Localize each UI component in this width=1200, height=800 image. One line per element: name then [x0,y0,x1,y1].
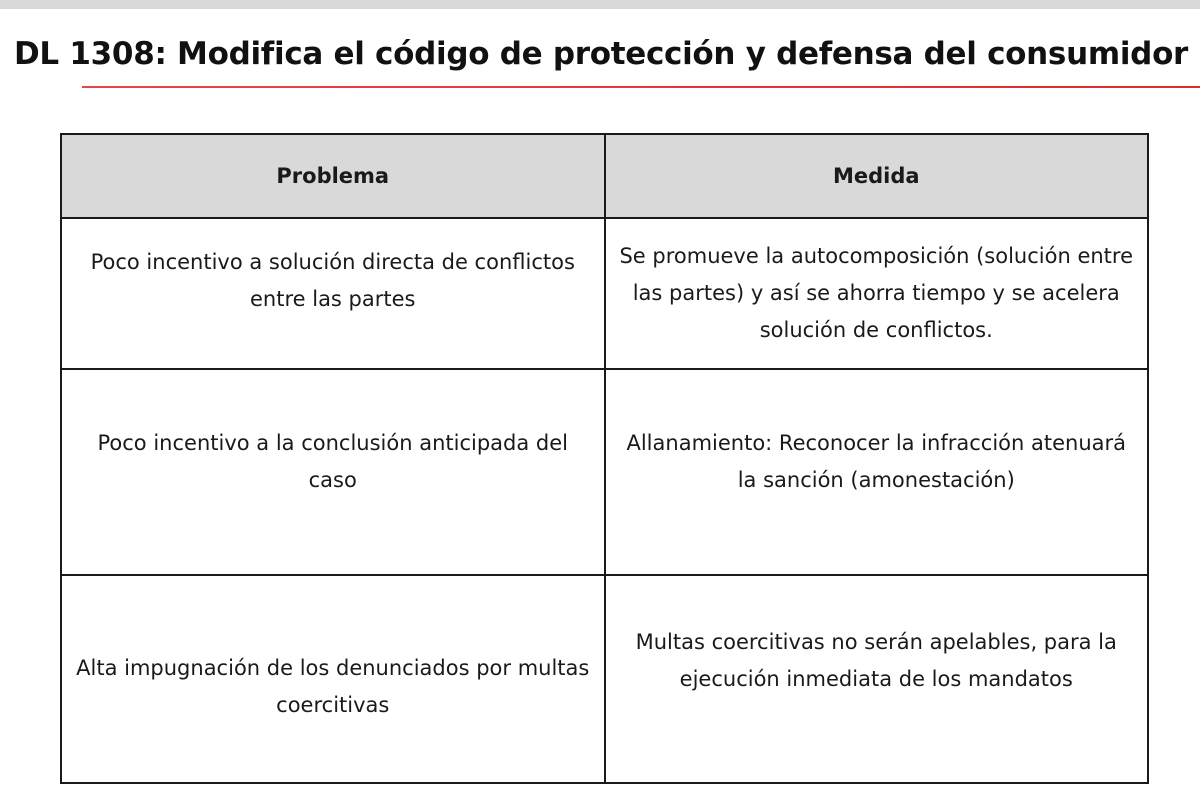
table-header-row [61,134,1148,218]
measure-cell [605,575,1149,783]
header-measure: Medida [605,134,1149,218]
top-strip [0,0,1200,9]
table-row [61,369,1148,576]
measures-table-container [60,133,1149,784]
page-title: DL 1308: Modifica el código de protección y defensa del consumidor [14,36,1189,72]
table-row [61,575,1148,783]
measure-cell [605,218,1149,369]
header-problem: Problema [61,134,605,218]
title-underline [82,86,1200,88]
problem-text: Poco incentivo a solución directa de conflictos entre las partes [90,250,575,312]
problem-text: Alta impugnación de los denunciados por multas coercitivas [76,656,590,718]
measure-cell [605,369,1149,576]
problem-text: Poco incentivo a la conclusión anticipada del caso [97,430,568,492]
table-row [61,218,1148,369]
measure-text: Allanamiento: Reconocer la infracción atenuará la sanción (amonestación) [626,430,1127,492]
measure-text: Se promueve la autocomposición (solución entre las partes) y así se ahorra tiempo y se acelera solución de conflictos. [619,243,1134,342]
measures-table [60,133,1149,784]
problem-cell [61,218,605,369]
problem-cell [61,369,605,576]
problem-cell [61,575,605,783]
measure-text: Multas coercitivas no serán apelables, para la ejecución inmediata de los mandatos [635,630,1117,692]
